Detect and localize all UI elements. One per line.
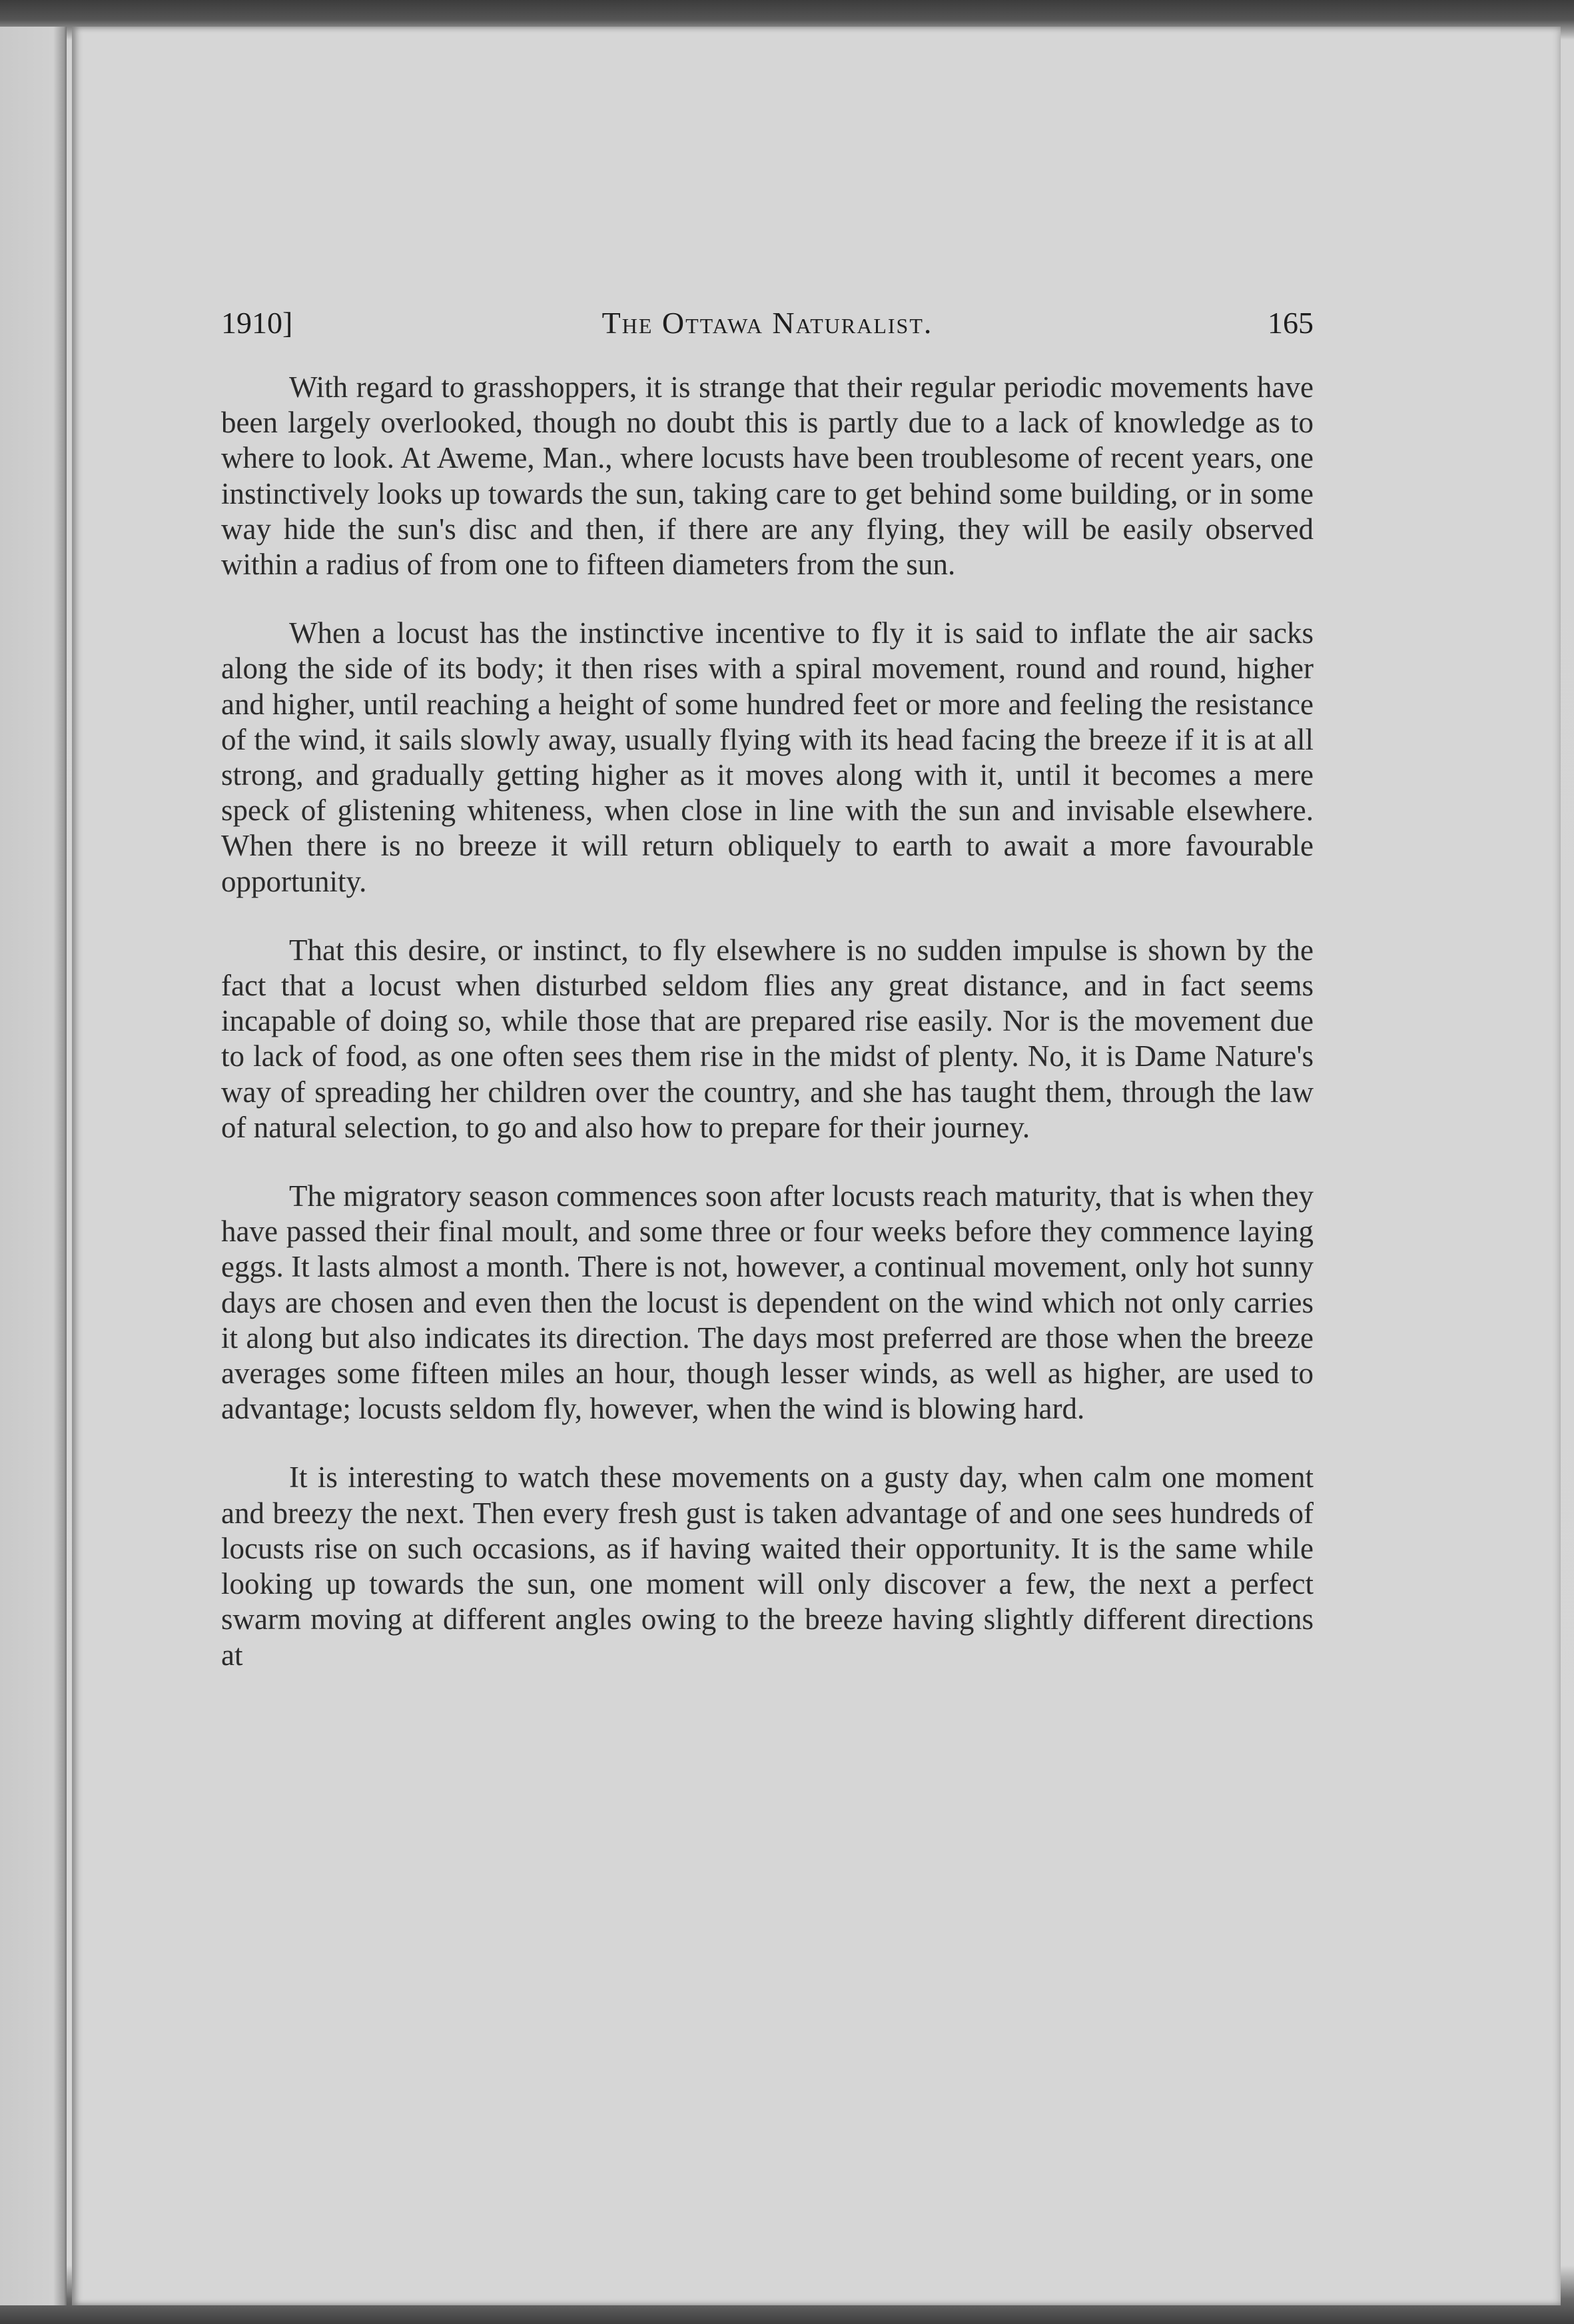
- running-header: [221, 285, 1314, 345]
- paragraph: That this desire, or instinct, to fly elsewhere is no sudden impulse is shown by the fact that a locust when disturbed seldom flies any great distance, and in fact seems incapable of doing so, while those that are prepared rise easily. Nor is the movement due to lack of food, as one often sees them rise in the midst of plenty. No, it is Dame Nature's way of spreading her children over the country, and she has taught them, through the law of natural selection, to go and also how to prepare for their journey.: [221, 933, 1314, 1144]
- facing-page-edge: [0, 27, 67, 2305]
- journal-title: The Ottawa Naturalist.: [601, 306, 933, 340]
- paragraph: With regard to grasshoppers, it is strange that their regular periodic movements have been largely overlooked, though no doubt this is partly due to a lack of knowledge as to where to look. At Aweme, Man., where locusts have been troublesome of recent years, one instinctively looks up towards the sun, taking care to get behind some building, or in some way hide the sun's disc and then, if there are any flying, they will be easily observed within a radius of from one to fifteen diameters from the sun.: [221, 370, 1314, 582]
- article-body: [221, 370, 1314, 1706]
- paragraph: When a locust has the instinctive incentive to fly it is said to inflate the air sacks along the side of its body; it then rises with a spiral movement, round and round, higher and higher, until reaching a height of some hundred feet or more and feeling the resistance of the wind, it sails slowly away, usually flying with its head facing the breeze if it is at all strong, and gradually getting higher as it moves along with it, until it becomes a mere speck of glistening whiteness, when close in line with the sun and invisable elsewhere. When there is no breeze it will return obliquely to earth to await a more favourable opportunity.: [221, 616, 1314, 898]
- page-number: 165: [1268, 306, 1314, 340]
- paragraph: The migratory season commences soon after locusts reach maturity, that is when they have passed their final moult, and some three or four weeks before they commence laying eggs. It lasts almost a month. There is not, however, a continual movement, only hot sunny days are chosen and even then the locust is dependent on the wind which not only carries it along but also indicates its direction. The days most preferred are those when the breeze averages some fifteen miles an hour, though lesser winds, as well as higher, are used to advantage; locusts seldom fly, however, when the wind is blowing hard.: [221, 1179, 1314, 1426]
- paragraph: It is interesting to watch these movements on a gusty day, when calm one moment and breezy the next. Then every fresh gust is taken advantage of and one sees hundreds of locusts rise on such occasions, as if having waited their opportunity. It is the same while looking up towards the sun, one moment will only discover a few, the next a perfect swarm moving at different angles owing to the breeze having slightly different directions at: [221, 1460, 1314, 1672]
- header-year: 1910]: [221, 306, 293, 340]
